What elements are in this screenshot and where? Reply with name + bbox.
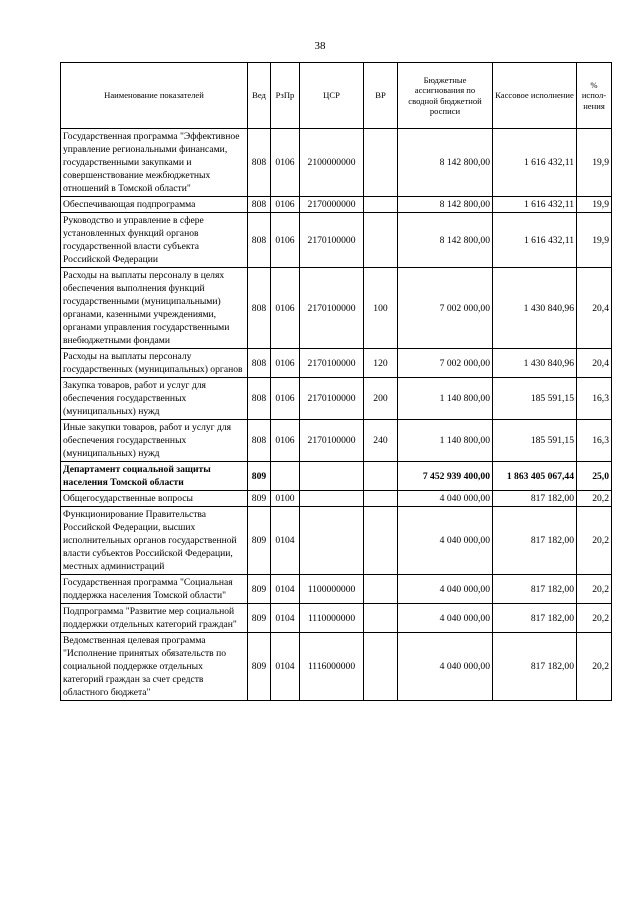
row-percent: 19,9 bbox=[577, 213, 612, 268]
row-percent: 16,3 bbox=[577, 378, 612, 420]
table-row bbox=[61, 213, 612, 268]
row-assignments: 8 142 800,00 bbox=[398, 129, 493, 197]
table-body bbox=[61, 129, 612, 701]
row-rzpr: 0106 bbox=[271, 420, 300, 462]
row-percent: 19,9 bbox=[577, 129, 612, 197]
row-cash-execution: 1 863 405 067,44 bbox=[493, 462, 577, 491]
row-vr bbox=[364, 462, 398, 491]
table-row bbox=[61, 633, 612, 701]
table-row bbox=[61, 129, 612, 197]
row-name: Подпрограмма "Развитие мер социальной поддержки отдельных категорий граждан" bbox=[61, 604, 248, 633]
row-name: Государственная программа "Эффективное управление региональными финансами, государственными закупками и совершенствование межбюджетных отношений в Томской области" bbox=[61, 129, 248, 197]
header-ved: Вед bbox=[248, 63, 271, 129]
row-csr bbox=[300, 507, 364, 575]
row-cash-execution: 1 616 432,11 bbox=[493, 129, 577, 197]
row-cash-execution: 1 616 432,11 bbox=[493, 213, 577, 268]
row-cash-execution: 817 182,00 bbox=[493, 604, 577, 633]
row-vr bbox=[364, 633, 398, 701]
table-row bbox=[61, 268, 612, 349]
budget-table bbox=[60, 62, 612, 701]
row-vr bbox=[364, 575, 398, 604]
row-rzpr: 0106 bbox=[271, 268, 300, 349]
row-rzpr: 0106 bbox=[271, 213, 300, 268]
row-ved: 808 bbox=[248, 378, 271, 420]
row-name: Закупка товаров, работ и услуг для обеспечения государственных (муниципальных) нужд bbox=[61, 378, 248, 420]
row-ved: 808 bbox=[248, 349, 271, 378]
row-assignments: 7 452 939 400,00 bbox=[398, 462, 493, 491]
row-cash-execution: 185 591,15 bbox=[493, 420, 577, 462]
header-cash-execution: Кассовое исполнение bbox=[493, 63, 577, 129]
row-csr: 2170100000 bbox=[300, 349, 364, 378]
row-rzpr: 0104 bbox=[271, 507, 300, 575]
row-csr: 2170100000 bbox=[300, 268, 364, 349]
row-rzpr: 0104 bbox=[271, 604, 300, 633]
header-name: Наименование показателей bbox=[61, 63, 248, 129]
row-csr: 2170100000 bbox=[300, 378, 364, 420]
table-row bbox=[61, 349, 612, 378]
row-name: Расходы на выплаты персоналу в целях обеспечения выполнения функций государственными (муниципальными) органами, казенными учреждениями, органами управления государственными внебюджетными фондами bbox=[61, 268, 248, 349]
row-cash-execution: 185 591,15 bbox=[493, 378, 577, 420]
row-assignments: 4 040 000,00 bbox=[398, 491, 493, 507]
row-rzpr: 0106 bbox=[271, 197, 300, 213]
row-rzpr: 0106 bbox=[271, 349, 300, 378]
row-rzpr bbox=[271, 462, 300, 491]
row-ved: 809 bbox=[248, 507, 271, 575]
row-assignments: 1 140 800,00 bbox=[398, 420, 493, 462]
row-csr: 2100000000 bbox=[300, 129, 364, 197]
header-rzpr: РзПр bbox=[271, 63, 300, 129]
row-assignments: 4 040 000,00 bbox=[398, 604, 493, 633]
row-vr bbox=[364, 129, 398, 197]
row-ved: 808 bbox=[248, 420, 271, 462]
row-cash-execution: 1 430 840,96 bbox=[493, 349, 577, 378]
row-cash-execution: 817 182,00 bbox=[493, 507, 577, 575]
row-vr bbox=[364, 604, 398, 633]
row-vr bbox=[364, 213, 398, 268]
row-ved: 809 bbox=[248, 604, 271, 633]
table-row bbox=[61, 420, 612, 462]
row-csr: 1110000000 bbox=[300, 604, 364, 633]
row-name: Расходы на выплаты персоналу государственных (муниципальных) органов bbox=[61, 349, 248, 378]
table-row bbox=[61, 604, 612, 633]
table-row bbox=[61, 491, 612, 507]
row-percent: 20,2 bbox=[577, 604, 612, 633]
row-csr: 2170000000 bbox=[300, 197, 364, 213]
row-assignments: 8 142 800,00 bbox=[398, 197, 493, 213]
table-row bbox=[61, 378, 612, 420]
table-row bbox=[61, 507, 612, 575]
row-ved: 809 bbox=[248, 633, 271, 701]
row-vr bbox=[364, 491, 398, 507]
row-rzpr: 0104 bbox=[271, 575, 300, 604]
page-number: 38 bbox=[314, 40, 326, 52]
row-percent: 19,9 bbox=[577, 197, 612, 213]
row-percent: 16,3 bbox=[577, 420, 612, 462]
row-csr: 2170100000 bbox=[300, 420, 364, 462]
row-ved: 809 bbox=[248, 491, 271, 507]
row-name: Ведомственная целевая программа "Исполнение принятых обязательств по социальной поддержке отдельных категорий граждан за счет средств областного бюджета" bbox=[61, 633, 248, 701]
table-row bbox=[61, 197, 612, 213]
row-name: Государственная программа "Социальная поддержка населения Томской области" bbox=[61, 575, 248, 604]
row-ved: 809 bbox=[248, 575, 271, 604]
row-assignments: 4 040 000,00 bbox=[398, 507, 493, 575]
row-vr bbox=[364, 507, 398, 575]
row-rzpr: 0104 bbox=[271, 633, 300, 701]
row-name: Департамент социальной защиты населения Томской области bbox=[61, 462, 248, 491]
header-percent: % испол-нения bbox=[577, 63, 612, 129]
row-cash-execution: 1 616 432,11 bbox=[493, 197, 577, 213]
row-name: Обеспечивающая подпрограмма bbox=[61, 197, 248, 213]
row-csr: 1100000000 bbox=[300, 575, 364, 604]
row-vr: 200 bbox=[364, 378, 398, 420]
row-ved: 809 bbox=[248, 462, 271, 491]
row-cash-execution: 817 182,00 bbox=[493, 575, 577, 604]
row-percent: 25,0 bbox=[577, 462, 612, 491]
row-csr: 2170100000 bbox=[300, 213, 364, 268]
row-percent: 20,2 bbox=[577, 507, 612, 575]
header-vr: ВР bbox=[364, 63, 398, 129]
row-cash-execution: 817 182,00 bbox=[493, 633, 577, 701]
row-rzpr: 0100 bbox=[271, 491, 300, 507]
row-assignments: 4 040 000,00 bbox=[398, 575, 493, 604]
row-rzpr: 0106 bbox=[271, 378, 300, 420]
table-row bbox=[61, 575, 612, 604]
row-vr bbox=[364, 197, 398, 213]
table-row bbox=[61, 462, 612, 491]
row-rzpr: 0106 bbox=[271, 129, 300, 197]
row-csr bbox=[300, 462, 364, 491]
row-vr: 120 bbox=[364, 349, 398, 378]
row-vr: 240 bbox=[364, 420, 398, 462]
row-name: Функционирование Правительства Российской Федерации, высших исполнительных органов государственной власти субъектов Российской Федерации, местных администраций bbox=[61, 507, 248, 575]
row-csr: 1116000000 bbox=[300, 633, 364, 701]
header-csr: ЦСР bbox=[300, 63, 364, 129]
row-assignments: 1 140 800,00 bbox=[398, 378, 493, 420]
row-percent: 20,2 bbox=[577, 491, 612, 507]
row-assignments: 4 040 000,00 bbox=[398, 633, 493, 701]
row-ved: 808 bbox=[248, 197, 271, 213]
row-assignments: 8 142 800,00 bbox=[398, 213, 493, 268]
row-cash-execution: 1 430 840,96 bbox=[493, 268, 577, 349]
row-percent: 20,2 bbox=[577, 633, 612, 701]
row-percent: 20,2 bbox=[577, 575, 612, 604]
row-ved: 808 bbox=[248, 268, 271, 349]
row-vr: 100 bbox=[364, 268, 398, 349]
row-name: Иные закупки товаров, работ и услуг для обеспечения государственных (муниципальных) нужд bbox=[61, 420, 248, 462]
row-name: Руководство и управление в сфере установленных функций органов государственной власти субъекта Российской Федерации bbox=[61, 213, 248, 268]
row-percent: 20,4 bbox=[577, 349, 612, 378]
row-cash-execution: 817 182,00 bbox=[493, 491, 577, 507]
row-ved: 808 bbox=[248, 129, 271, 197]
row-ved: 808 bbox=[248, 213, 271, 268]
row-csr bbox=[300, 491, 364, 507]
row-assignments: 7 002 000,00 bbox=[398, 349, 493, 378]
row-name: Общегосударственные вопросы bbox=[61, 491, 248, 507]
header-assignments: Бюджетные ассигнования по сводной бюджетной росписи bbox=[398, 63, 493, 129]
row-assignments: 7 002 000,00 bbox=[398, 268, 493, 349]
row-percent: 20,4 bbox=[577, 268, 612, 349]
table-header-row bbox=[61, 63, 612, 129]
